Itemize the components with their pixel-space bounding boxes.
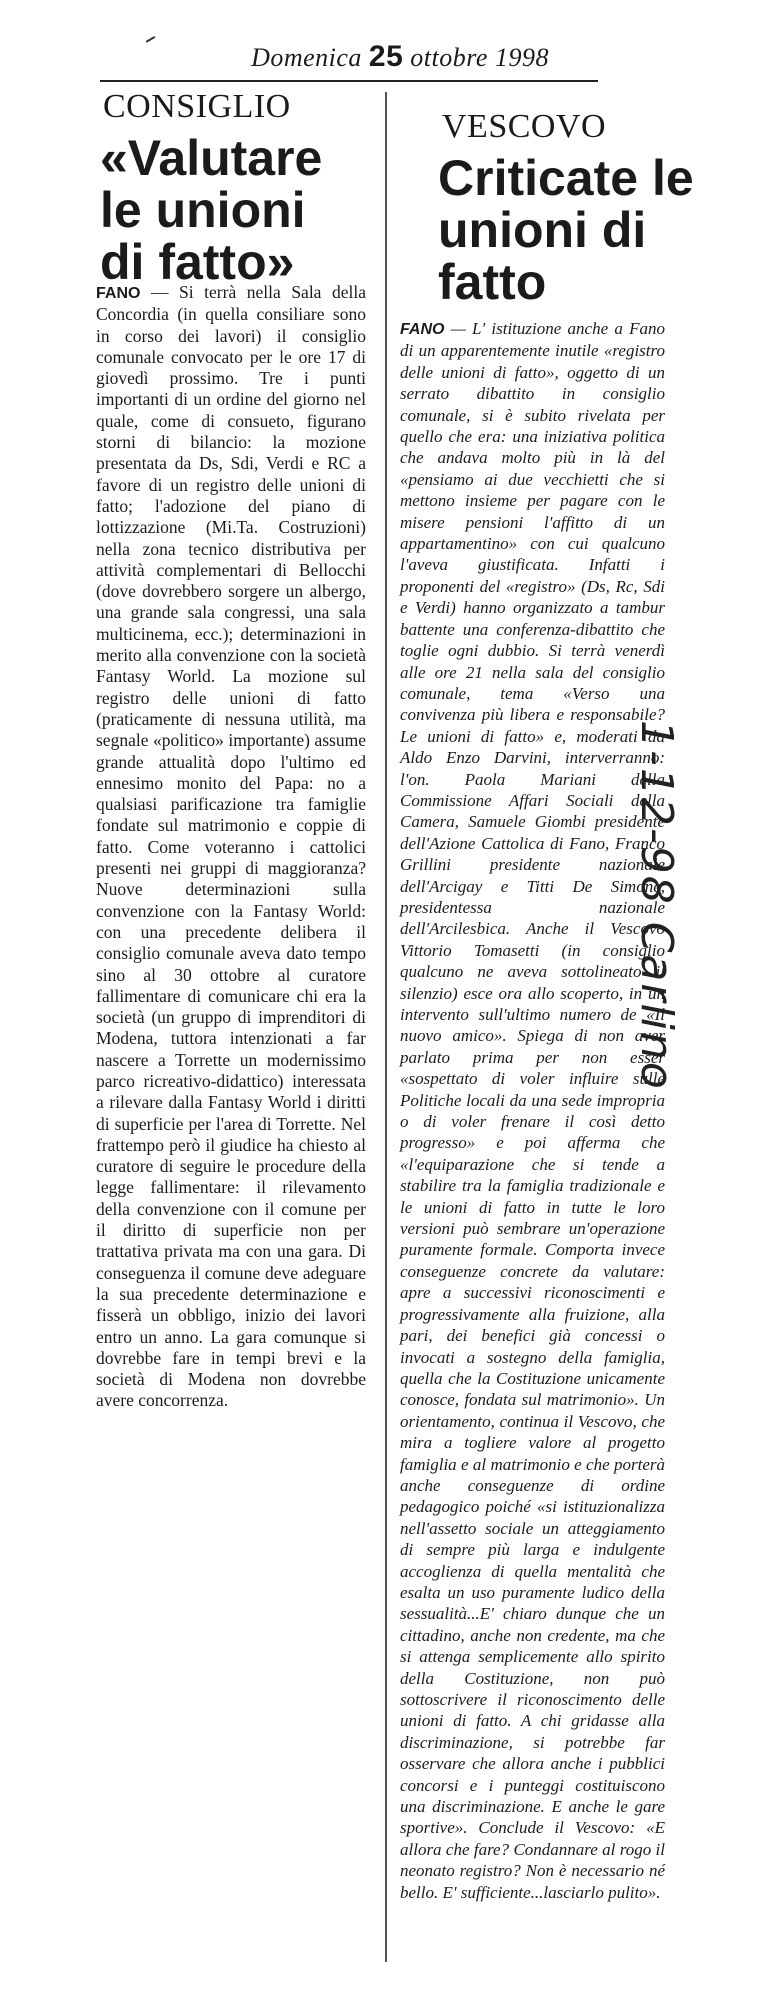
dateline-rule [100, 80, 598, 82]
right-article-text: — L' istituzione anche a Fano di un apparentemente inutile «registro delle unioni di fatto», oggetto di un serrato dibattito in consiglio comunale, si è subito rivelata per quello che era: una iniziativa politica che andava molto più in là del «pensiamo ai due vecchietti che si mettono insieme per pagare con le misere pensioni l'affitto di un appartamentino» con cui qualcuno l'aveva giustificata. Infatti i proponenti del «registro» (Ds, Rc, Sdi e Verdi) hanno organizzato a tambur battente una conferenza-dibattito che toglie ogni dubbio. Si terrà venerdì alle ore 21 nella sala del consiglio comunale, tema «Verso una convivenza più libera e responsabile? Le unioni di fatto» e, moderati da Aldo Enzo Darvini, interverranno: l'on. Paola Mariani della Commissione Affari Sociali della Camera, Samuele Giombi presidente dell'Azione Cattolica di Fano, Franco Grillini presidente nazionale dell'Arcigay e Titti De Simone, presidentessa nazionale dell'Arcilesbica. Anche il Vescovo Vittorio Tomasetti (in consiglio qualcuno ne aveva sottolineato il silenzio) esce ora allo scoperto, in un intervento sull'ultimo numero de «Il nuovo amico». Spiega di non aver parlato prima per non esser «sospettato di voler influire sulle Politiche locali da una sede impropria o di voler frenare il così detto progresso» e poi afferma che «l'equiparazione che si tende a stabilire tra la famiglia tradizionale e le unioni di fatto in tutte le loro versioni può sembrare un'operazione puramente formale. Comporta invece conseguenze concrete da valutare: apre a successivi riconoscimenti e progressivamente alla fruizione, alla pari, dei benefici già concessi o invocati a sostegno della famiglia, quella che la Costituzione unicamente conosce, fondata sul matrimonio». Un orientamento, continua il Vescovo, che mira a togliere valore al progetto famiglia e al matrimonio e che porterà anche conseguenze di ordine pedagogico poiché «si istituzionalizza nell'assetto sociale un atteggiamento di sempre più larga e indulgente accoglienza di quella mentalità che esalta un uso puramente ludico della sessualità...E' chiaro dunque che un cittadino, anche non credente, ma che si attenga semplicemente allo spirito della Costituzione, non può sottoscrivere il riconoscimento delle unioni di fatto. A chi gridasse alla discriminazione, si potrebbe far osservare che allora anche i pubblici concorsi e i punteggi costituiscono una discriminazione. E anche le gare sportive». Conclude il Vescovo: «E allora che fare? Condannare al rogo il neonato registro? Non è necessario né bello. E' sufficiente...lasciarlo pulito». [400, 319, 665, 1902]
page-dateline [200, 40, 600, 74]
dateline-day-number: 25 [368, 40, 404, 73]
dateline-month-year: ottobre 1998 [410, 43, 549, 72]
right-article-body [400, 318, 665, 1903]
right-article-kicker: VESCOVO [442, 108, 607, 145]
left-article-kicker: CONSIGLIO [103, 88, 291, 125]
right-article-dateline: FANO [400, 321, 445, 338]
left-article-text: — Si terrà nella Sala della Concordia (in quella consiliare sono in corso dei lavori) il consiglio comunale convocato per le ore 17 di giovedì prossimo. Tre i punti importanti di un ordine del giorno nel quale, come di consueto, figurano storni di bilancio: la mozione presentata da Ds, Sdi, Verdi e RC a favore di un registro delle unioni di fatto; l'adozione del piano di lottizzazione (Mi.Ta. Costruzioni) nella zona tecnico distributiva per attività complementari di Bellocchi (dove dovrebbero sorgere un albergo, una grande sala congressi, una sala multicinema, ecc.); determinazioni in merito alla convenzione con la società Fantasy World. La mozione sul registro delle unioni di fatto (praticamente di nessuna utilità, ma segnale «politico» importante) assume grande attualità dopo l'ultimo ed ennesimo monito del Papa: no a qualsiasi parificazione tra famiglie fondate sul matrimonio e coppie di fatto. Come voteranno i cattolici presenti nei gruppi di maggioranza? Nuove determinazioni sulla convenzione con la Fantasy World: con una precedente delibera il consiglio comunale aveva dato tempo sino al 30 ottobre al curatore fallimentare di comunicare chi era la società (un gruppo di imprenditori di Modena, tuttora intenzionati a far nascere a Torrette un modernissimo parco ricreativo-didattico) interessata a rilevare dalla Fantasy World i diritti di superficie per l'area di Torrette. Nel frattempo però il giudice ha chiesto al curatore di seguire le procedure della legge fallimentare: il rilevamento della convenzione con il comune per il diritto di superficie non per trattativa privata ma con una gara. Di conseguenza il comune deve adeguare la sua precedente determinazione e fisserà un obbligo, inizio dei lavori entro un anno. La gara comunque si dovrebbe fare in tempi brevi e la società di Modena non dovrebbe avere concorrenza. [96, 282, 366, 1411]
scan-mark [146, 36, 159, 48]
left-article-body [96, 282, 366, 1412]
right-article-title: Criticate le unioni di fatto [438, 150, 694, 310]
left-article-dateline: FANO [96, 285, 141, 302]
column-divider [385, 92, 387, 1962]
handwritten-note: 1-12-98 Carlino [631, 720, 682, 1091]
dateline-day: Domenica [251, 43, 362, 72]
left-article-title: «Valutare le unioni di fatto» [100, 130, 323, 290]
